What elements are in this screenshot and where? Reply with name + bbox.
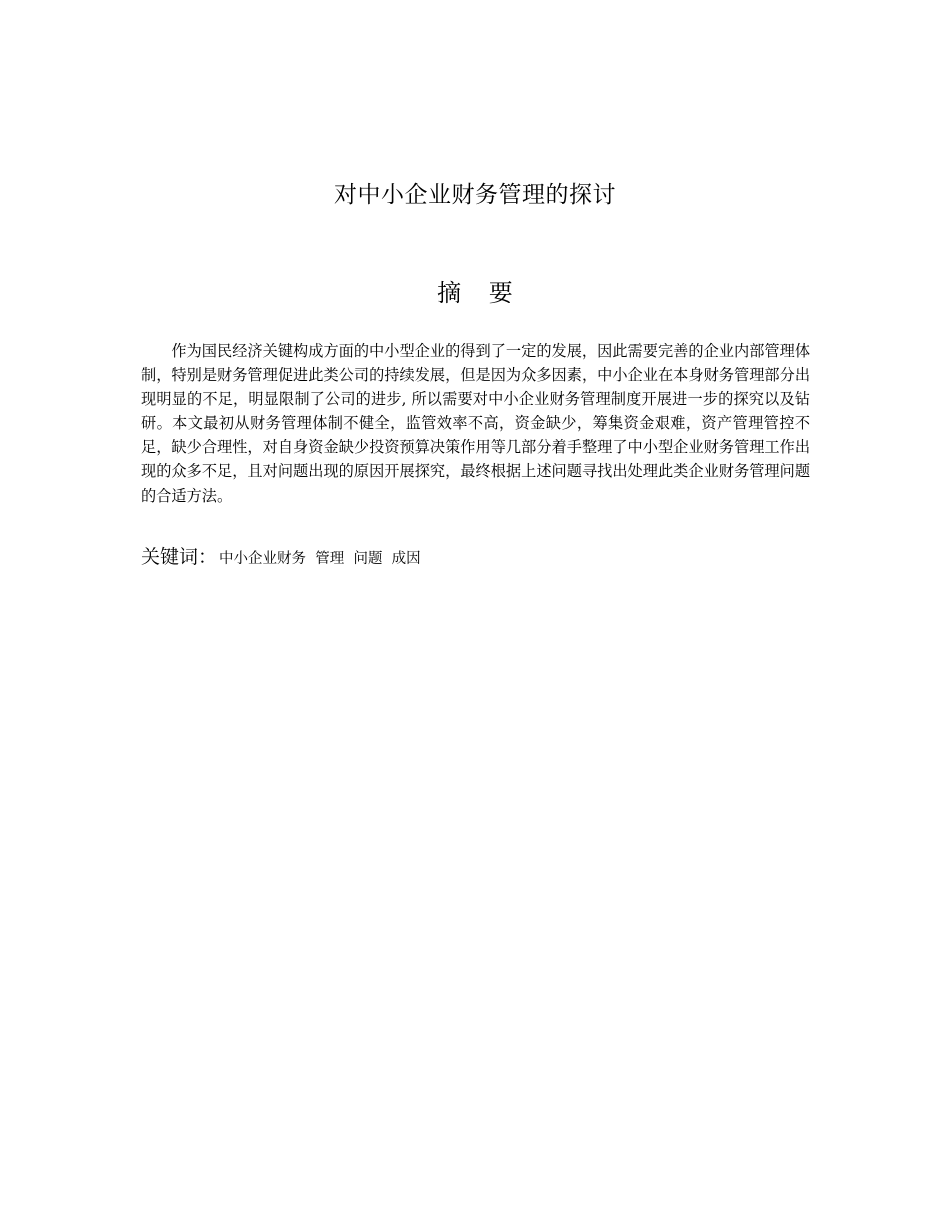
document-title: 对中小企业财务管理的探讨 <box>334 182 616 208</box>
abstract-heading: 摘 要 <box>437 279 523 307</box>
keywords-value: 中小企业财务 管理 问题 成因 <box>219 551 421 567</box>
keywords-label: 关键词： <box>141 546 218 568</box>
keywords-line <box>141 542 810 569</box>
abstract-body: 作为国民经济关键构成方面的中小型企业的得到了一定的发展，因此需要完善的企业内部管理体制，特别是财务管理促进此类公司的持续发展，但是因为众多因素，中小企业在本身财务管理部分出现明显的不足，明显限制了公司的进步, 所以需要对中小企业财务管理制度开展进一步的探究以及钻研。本文最初从财务管理体制不健全，监管效率不高，资金缺少，筹集资金艰难，资产管理管控不足，缺少合理性，对自身资金缺少投资预算决策作用等几部分着手整理了中小型企业财务管理工作出现的众多不足，且对问题出现的原因开展探究，最终根据上述问题寻找出处理此类企业财务管理问题的合适方法。 <box>141 342 810 505</box>
